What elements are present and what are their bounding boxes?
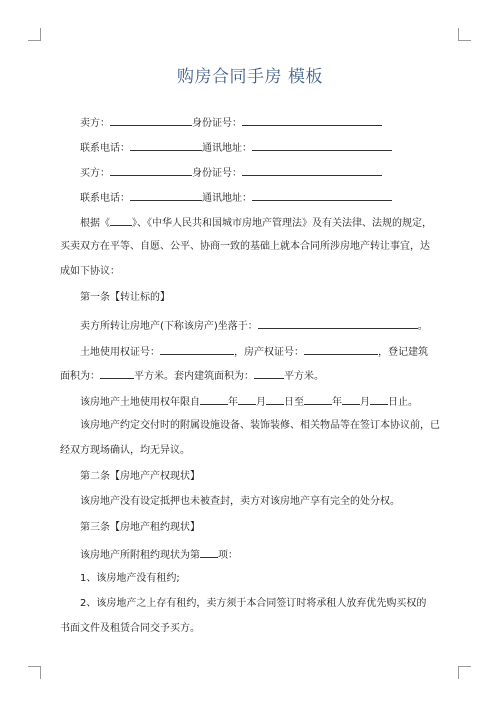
start-day-blank[interactable] xyxy=(266,393,284,405)
article-1-facilities-line-2: 经双方现场确认，均无异议。 xyxy=(60,445,190,456)
lease-status-label: 该房地产所附租约现状为第 xyxy=(80,550,200,561)
lease-status-end: 项： xyxy=(218,550,238,561)
year-unit: 年 xyxy=(228,397,238,408)
article-3-item-2-line-1: 2、该房地产之上存有租约，卖方须于本合同签订时将承租人放弃优先购买权的 xyxy=(80,598,427,609)
article-3-item-2-line-2: 书面文件及租赁合同交予买方。 xyxy=(60,623,200,634)
location-label: 卖方所转让房地产(下称该房产)坐落于： xyxy=(80,321,258,332)
article-3-item-1: 1、该房地产没有租约; xyxy=(80,573,180,584)
buyer-contact-line xyxy=(80,189,392,206)
land-cert-blank[interactable] xyxy=(160,343,234,355)
start-year-blank[interactable] xyxy=(200,393,228,405)
start-month-blank[interactable] xyxy=(238,393,256,405)
location-blank[interactable] xyxy=(258,317,418,329)
buyer-address-blank[interactable] xyxy=(252,189,392,201)
article-1-cert-line xyxy=(80,343,428,360)
seller-line xyxy=(80,114,382,131)
inner-area-unit: 平方米。 xyxy=(284,371,324,382)
intro-line-3: 成如下协议： xyxy=(60,266,120,277)
end-day-unit: 日止。 xyxy=(388,397,418,408)
buyer-id-blank[interactable] xyxy=(242,164,382,176)
seller-phone-label: 联系电话： xyxy=(80,143,130,154)
end-year-blank[interactable] xyxy=(304,393,332,405)
article-1-title: 第一条【转让标的】 xyxy=(80,292,170,303)
intro-line-2: 买卖双方在平等、自愿、公平、协商一致的基础上就本合同所涉房地产转让事宜，达 xyxy=(60,241,430,252)
buyer-line xyxy=(80,164,382,181)
day-to-unit: 日至 xyxy=(284,397,304,408)
buyer-id-label: 身份证号： xyxy=(192,168,242,179)
area-label: 面积为： xyxy=(60,371,100,382)
buyer-address-label: 通讯地址： xyxy=(202,193,252,204)
intro-line-1 xyxy=(80,214,432,231)
seller-name-blank[interactable] xyxy=(110,114,192,126)
seller-label: 卖方： xyxy=(80,118,110,129)
inner-area-blank[interactable] xyxy=(254,367,284,379)
crop-mark-top-right xyxy=(458,28,471,41)
property-cert-label: ，房产权证号： xyxy=(234,347,304,358)
buyer-label: 买方： xyxy=(80,168,110,179)
seller-id-blank[interactable] xyxy=(242,114,382,126)
article-1-location-line xyxy=(80,317,428,334)
intro-text-a: 根据《 xyxy=(80,218,110,229)
crop-mark-bottom-left xyxy=(28,666,41,679)
article-1-area-line xyxy=(60,367,324,384)
crop-mark-top-left xyxy=(28,28,41,41)
lease-option-blank[interactable] xyxy=(200,546,218,558)
intro-text-b: 》、《中华人民共和国城市房地产管理法》及有关法律、法规的规定， xyxy=(132,218,432,229)
seller-id-label: 身份证号： xyxy=(192,118,242,129)
buyer-phone-blank[interactable] xyxy=(130,189,202,201)
property-cert-blank[interactable] xyxy=(304,343,378,355)
area-label-start: ，登记建筑 xyxy=(378,347,428,358)
area-blank[interactable] xyxy=(100,367,134,379)
seller-address-blank[interactable] xyxy=(252,139,392,151)
seller-address-label: 通讯地址： xyxy=(202,143,252,154)
document-title: 购房合同手房 模板 xyxy=(177,67,323,87)
article-1-term-line xyxy=(80,393,418,410)
seller-contact-line xyxy=(80,139,392,156)
buyer-phone-label: 联系电话： xyxy=(80,193,130,204)
end-day-blank[interactable] xyxy=(370,393,388,405)
article-2-text: 该房地产没有设定抵押也未被查封，卖方对该房地产享有完全的处分权。 xyxy=(80,496,400,507)
article-2-title: 第二条【房地产产权现状】 xyxy=(80,471,200,482)
seller-phone-blank[interactable] xyxy=(130,139,202,151)
land-cert-label: 土地使用权证号： xyxy=(80,347,160,358)
end-year-unit: 年 xyxy=(332,397,342,408)
article-1-facilities-line-1: 该房地产约定交付时的附属设施设备、装饰装修、相关物品等在签订本协议前，已 xyxy=(80,420,440,431)
inner-area-label: 平方米。套内建筑面积为： xyxy=(134,371,254,382)
crop-mark-bottom-right xyxy=(458,666,471,679)
term-label: 该房地产土地使用权年限自 xyxy=(80,397,200,408)
month-unit: 月 xyxy=(256,397,266,408)
end-month-unit: 月 xyxy=(360,397,370,408)
law-name-blank[interactable] xyxy=(110,214,132,226)
end-month-blank[interactable] xyxy=(342,393,360,405)
location-end: 。 xyxy=(417,321,428,332)
article-3-lease-line xyxy=(80,546,238,563)
buyer-name-blank[interactable] xyxy=(110,164,192,176)
article-3-title: 第三条【房地产租约现状】 xyxy=(80,522,200,533)
